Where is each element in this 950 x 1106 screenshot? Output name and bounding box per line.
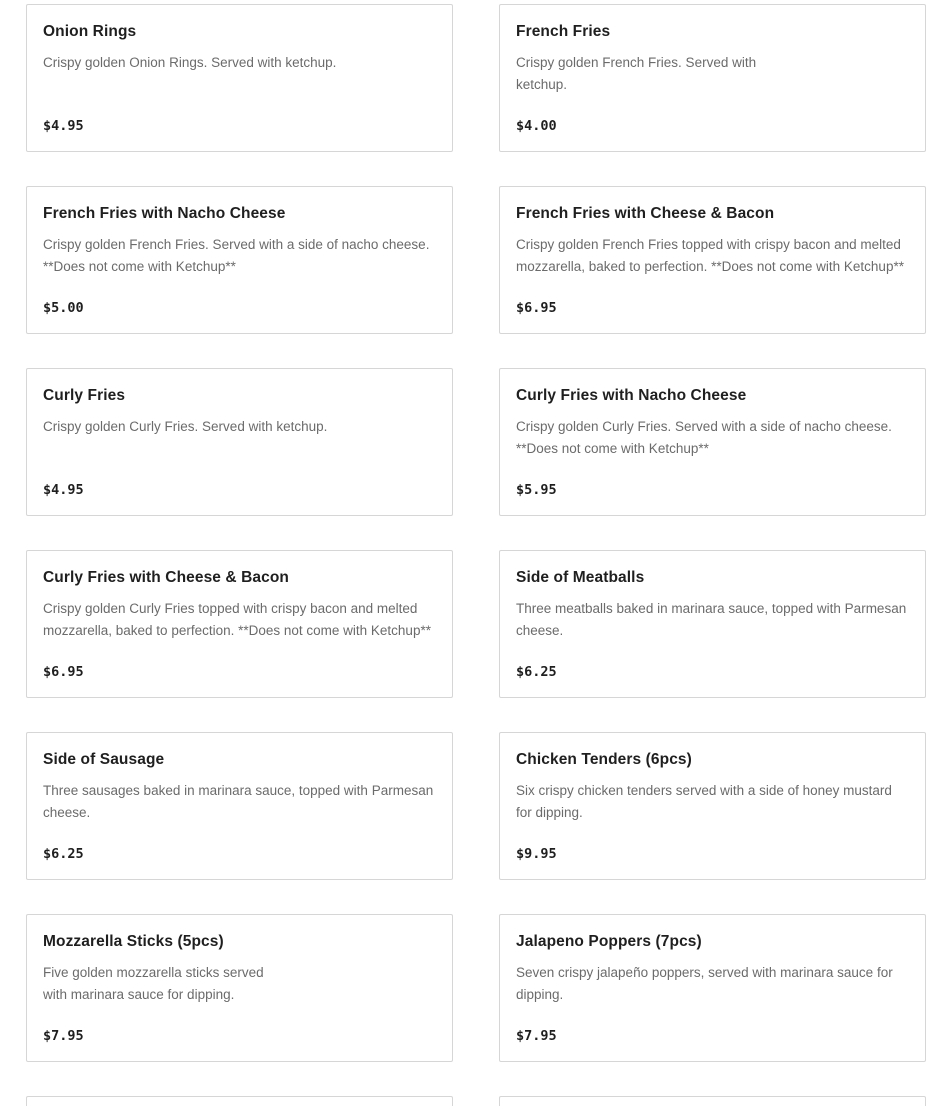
menu-item-card-jalapeno-poppers[interactable] bbox=[499, 914, 926, 1062]
menu-item-card-curly-fries[interactable] bbox=[26, 368, 453, 516]
menu-item-price: $4.95 bbox=[43, 118, 84, 134]
menu-item-price: $4.00 bbox=[516, 118, 557, 134]
menu-item-price: $6.25 bbox=[516, 664, 557, 680]
menu-item-card-french-fries-cheese-bacon[interactable] bbox=[499, 186, 926, 334]
menu-item-price: $9.95 bbox=[516, 846, 557, 862]
menu-item-name: Chicken Tenders (6pcs) bbox=[516, 751, 692, 768]
menu-item-description: Crispy golden French Fries. Served with ketchup. bbox=[516, 55, 757, 92]
menu-item-price: $7.95 bbox=[516, 1028, 557, 1044]
menu-item-price: $6.95 bbox=[43, 664, 84, 680]
menu-item-card-mozzarella-sticks[interactable] bbox=[26, 914, 453, 1062]
menu-item-description: Six crispy chicken tenders served with a side of honey mustard for dipping. bbox=[516, 783, 892, 820]
menu-item-name: French Fries bbox=[516, 23, 611, 40]
menu-item-name: French Fries with Nacho Cheese bbox=[43, 205, 286, 222]
menu-item-card-french-fries[interactable] bbox=[499, 4, 926, 152]
menu-item-price: $4.95 bbox=[43, 482, 84, 498]
menu-item-description: Crispy golden Curly Fries. Served with ketchup. bbox=[43, 419, 328, 434]
menu-item-card-curly-fries-nacho-cheese[interactable] bbox=[499, 368, 926, 516]
menu-item-price: $7.95 bbox=[43, 1028, 84, 1044]
menu-item-name: Side of Sausage bbox=[43, 751, 165, 768]
menu-item-name: Curly Fries bbox=[43, 387, 126, 404]
menu-item-card-partial[interactable] bbox=[26, 1096, 453, 1106]
menu-item-price: $6.25 bbox=[43, 846, 84, 862]
menu-item-price: $6.95 bbox=[516, 300, 557, 316]
menu-item-description: Crispy golden Curly Fries. Served with a side of nacho cheese. **Does not come with Ketchup** bbox=[516, 419, 892, 456]
menu-item-description: Crispy golden French Fries topped with crispy bacon and melted mozzarella, baked to perfection. **Does not come with Ketchup** bbox=[516, 237, 904, 274]
menu-item-card-side-of-sausage[interactable] bbox=[26, 732, 453, 880]
menu-item-card-onion-rings[interactable] bbox=[26, 4, 453, 152]
menu-item-card-partial[interactable] bbox=[499, 1096, 926, 1106]
menu-item-card-curly-fries-cheese-bacon[interactable] bbox=[26, 550, 453, 698]
menu-item-price: $5.95 bbox=[516, 482, 557, 498]
menu-item-description: Seven crispy jalapeño poppers, served with marinara sauce for dipping. bbox=[516, 965, 893, 1002]
menu-item-name: Curly Fries with Nacho Cheese bbox=[516, 387, 747, 404]
menu-item-description: Three sausages baked in marinara sauce, topped with Parmesan cheese. bbox=[43, 783, 434, 820]
menu-item-name: Onion Rings bbox=[43, 23, 137, 40]
menu-item-card-side-of-meatballs[interactable] bbox=[499, 550, 926, 698]
menu-item-name: Curly Fries with Cheese & Bacon bbox=[43, 569, 289, 586]
menu-item-name: Jalapeno Poppers (7pcs) bbox=[516, 933, 702, 950]
menu-item-description: Crispy golden Onion Rings. Served with ketchup. bbox=[43, 55, 337, 70]
menu-item-description: Five golden mozzarella sticks served with marinara sauce for dipping. bbox=[43, 965, 264, 1002]
menu-item-description: Crispy golden Curly Fries topped with crispy bacon and melted mozzarella, baked to perfection. **Does not come with Ketchup** bbox=[43, 601, 431, 638]
menu-item-price: $5.00 bbox=[43, 300, 84, 316]
menu-item-description: Crispy golden French Fries. Served with a side of nacho cheese. **Does not come with Ketchup** bbox=[43, 237, 430, 274]
menu-item-description: Three meatballs baked in marinara sauce, topped with Parmesan cheese. bbox=[516, 601, 907, 638]
menu-item-name: Side of Meatballs bbox=[516, 569, 645, 586]
menu-item-card-french-fries-nacho-cheese[interactable] bbox=[26, 186, 453, 334]
menu-item-name: Mozzarella Sticks (5pcs) bbox=[43, 933, 224, 950]
menu-item-name: French Fries with Cheese & Bacon bbox=[516, 205, 775, 222]
menu-item-card-chicken-tenders[interactable] bbox=[499, 732, 926, 880]
